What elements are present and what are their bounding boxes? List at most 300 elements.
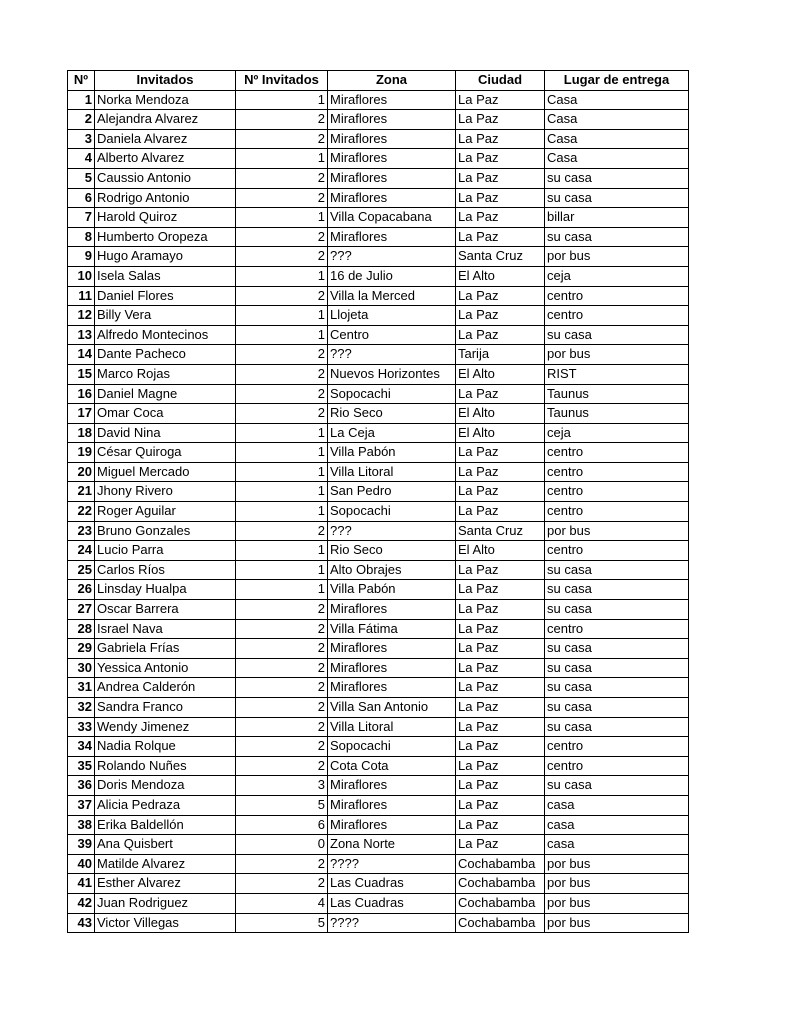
header-delivery-place: Lugar de entrega: [545, 71, 689, 91]
guest-name-cell: Matilde Alvarez: [95, 854, 236, 874]
guest-count-cell: 2: [236, 717, 328, 737]
zone-cell: Rio Seco: [328, 541, 456, 561]
guest-name-cell: Roger Aguilar: [95, 502, 236, 522]
guest-count-cell: 1: [236, 90, 328, 110]
header-guest-count: Nº Invitados: [236, 71, 328, 91]
zone-cell: Miraflores: [328, 149, 456, 169]
city-cell: La Paz: [456, 168, 545, 188]
zone-cell: Villa la Merced: [328, 286, 456, 306]
guest-count-cell: 2: [236, 756, 328, 776]
city-cell: La Paz: [456, 815, 545, 835]
table-row: [68, 913, 689, 933]
guest-name-cell: Sandra Franco: [95, 698, 236, 718]
row-number-cell: 37: [68, 795, 95, 815]
city-cell: La Paz: [456, 717, 545, 737]
guest-count-cell: 2: [236, 286, 328, 306]
zone-cell: 16 de Julio: [328, 266, 456, 286]
guest-count-cell: 2: [236, 345, 328, 365]
city-cell: La Paz: [456, 188, 545, 208]
zone-cell: ???: [328, 247, 456, 267]
row-number-cell: 14: [68, 345, 95, 365]
row-number-cell: 41: [68, 874, 95, 894]
guest-count-cell: 1: [236, 560, 328, 580]
guest-name-cell: César Quiroga: [95, 443, 236, 463]
guest-name-cell: Rodrigo Antonio: [95, 188, 236, 208]
zone-cell: ????: [328, 854, 456, 874]
row-number-cell: 8: [68, 227, 95, 247]
zone-cell: Las Cuadras: [328, 893, 456, 913]
delivery-place-cell: su casa: [545, 227, 689, 247]
guest-name-cell: Dante Pacheco: [95, 345, 236, 365]
city-cell: La Paz: [456, 129, 545, 149]
delivery-place-cell: por bus: [545, 874, 689, 894]
delivery-place-cell: Taunus: [545, 404, 689, 424]
zone-cell: Nuevos Horizontes: [328, 364, 456, 384]
header-city: Ciudad: [456, 71, 545, 91]
city-cell: Cochabamba: [456, 854, 545, 874]
guest-count-cell: 1: [236, 208, 328, 228]
guest-name-cell: Esther Alvarez: [95, 874, 236, 894]
guest-name-cell: Wendy Jimenez: [95, 717, 236, 737]
row-number-cell: 22: [68, 502, 95, 522]
delivery-place-cell: ceja: [545, 423, 689, 443]
table-row: [68, 580, 689, 600]
header-guests: Invitados: [95, 71, 236, 91]
row-number-cell: 25: [68, 560, 95, 580]
row-number-cell: 7: [68, 208, 95, 228]
table-row: [68, 462, 689, 482]
row-number-cell: 35: [68, 756, 95, 776]
table-row: [68, 678, 689, 698]
row-number-cell: 27: [68, 600, 95, 620]
guest-name-cell: Norka Mendoza: [95, 90, 236, 110]
delivery-place-cell: su casa: [545, 560, 689, 580]
delivery-place-cell: Casa: [545, 90, 689, 110]
guest-count-cell: 2: [236, 364, 328, 384]
guest-name-cell: Yessica Antonio: [95, 658, 236, 678]
zone-cell: Villa San Antonio: [328, 698, 456, 718]
guest-count-cell: 1: [236, 423, 328, 443]
guest-count-cell: 4: [236, 893, 328, 913]
row-number-cell: 16: [68, 384, 95, 404]
row-number-cell: 43: [68, 913, 95, 933]
table-row: [68, 168, 689, 188]
row-number-cell: 15: [68, 364, 95, 384]
row-number-cell: 13: [68, 325, 95, 345]
city-cell: La Paz: [456, 208, 545, 228]
city-cell: La Paz: [456, 795, 545, 815]
guest-count-cell: 2: [236, 384, 328, 404]
guest-table: [67, 70, 689, 933]
guest-count-cell: 1: [236, 306, 328, 326]
guest-count-cell: 1: [236, 443, 328, 463]
delivery-place-cell: su casa: [545, 188, 689, 208]
guest-count-cell: 2: [236, 658, 328, 678]
guest-name-cell: Caussio Antonio: [95, 168, 236, 188]
table-row: [68, 286, 689, 306]
delivery-place-cell: su casa: [545, 776, 689, 796]
zone-cell: Sopocachi: [328, 384, 456, 404]
city-cell: La Paz: [456, 149, 545, 169]
header-number: Nº: [68, 71, 95, 91]
guest-count-cell: 1: [236, 580, 328, 600]
guest-name-cell: Juan Rodriguez: [95, 893, 236, 913]
delivery-place-cell: su casa: [545, 580, 689, 600]
delivery-place-cell: centro: [545, 502, 689, 522]
city-cell: El Alto: [456, 423, 545, 443]
row-number-cell: 10: [68, 266, 95, 286]
guest-name-cell: Alicia Pedraza: [95, 795, 236, 815]
delivery-place-cell: su casa: [545, 600, 689, 620]
zone-cell: Villa Litoral: [328, 717, 456, 737]
city-cell: La Paz: [456, 600, 545, 620]
guest-count-cell: 2: [236, 874, 328, 894]
city-cell: La Paz: [456, 306, 545, 326]
guest-count-cell: 2: [236, 188, 328, 208]
guest-name-cell: Daniel Flores: [95, 286, 236, 306]
row-number-cell: 6: [68, 188, 95, 208]
zone-cell: Sopocachi: [328, 502, 456, 522]
city-cell: La Paz: [456, 619, 545, 639]
table-row: [68, 756, 689, 776]
delivery-place-cell: RIST: [545, 364, 689, 384]
delivery-place-cell: por bus: [545, 521, 689, 541]
table-row: [68, 423, 689, 443]
table-row: [68, 854, 689, 874]
guest-count-cell: 2: [236, 129, 328, 149]
table-row: [68, 188, 689, 208]
guest-name-cell: Lucio Parra: [95, 541, 236, 561]
guest-count-cell: 2: [236, 247, 328, 267]
zone-cell: Villa Fátima: [328, 619, 456, 639]
zone-cell: Rio Seco: [328, 404, 456, 424]
delivery-place-cell: por bus: [545, 854, 689, 874]
table-row: [68, 502, 689, 522]
zone-cell: Miraflores: [328, 168, 456, 188]
table-row: [68, 266, 689, 286]
delivery-place-cell: centro: [545, 462, 689, 482]
zone-cell: Zona Norte: [328, 835, 456, 855]
zone-cell: Miraflores: [328, 815, 456, 835]
row-number-cell: 28: [68, 619, 95, 639]
guest-count-cell: 5: [236, 795, 328, 815]
row-number-cell: 17: [68, 404, 95, 424]
table-row: [68, 110, 689, 130]
table-row: [68, 737, 689, 757]
guest-count-cell: 2: [236, 110, 328, 130]
guest-name-cell: Victor Villegas: [95, 913, 236, 933]
zone-cell: Miraflores: [328, 658, 456, 678]
guest-name-cell: Alberto Alvarez: [95, 149, 236, 169]
city-cell: La Paz: [456, 560, 545, 580]
guest-name-cell: Doris Mendoza: [95, 776, 236, 796]
row-number-cell: 29: [68, 639, 95, 659]
city-cell: El Alto: [456, 364, 545, 384]
row-number-cell: 26: [68, 580, 95, 600]
table-row: [68, 600, 689, 620]
header-zone: Zona: [328, 71, 456, 91]
city-cell: El Alto: [456, 404, 545, 424]
zone-cell: Villa Copacabana: [328, 208, 456, 228]
delivery-place-cell: por bus: [545, 913, 689, 933]
delivery-place-cell: centro: [545, 286, 689, 306]
guest-count-cell: 2: [236, 639, 328, 659]
row-number-cell: 31: [68, 678, 95, 698]
guest-count-cell: 1: [236, 325, 328, 345]
table-row: [68, 90, 689, 110]
guest-name-cell: Nadia Rolque: [95, 737, 236, 757]
guest-count-cell: 3: [236, 776, 328, 796]
row-number-cell: 9: [68, 247, 95, 267]
table-row: [68, 247, 689, 267]
zone-cell: Alto Obrajes: [328, 560, 456, 580]
zone-cell: La Ceja: [328, 423, 456, 443]
guest-name-cell: Daniel Magne: [95, 384, 236, 404]
table-row: [68, 521, 689, 541]
header-row: [68, 71, 689, 91]
table-row: [68, 208, 689, 228]
row-number-cell: 24: [68, 541, 95, 561]
delivery-place-cell: Casa: [545, 129, 689, 149]
delivery-place-cell: centro: [545, 541, 689, 561]
guest-count-cell: 1: [236, 541, 328, 561]
row-number-cell: 33: [68, 717, 95, 737]
row-number-cell: 18: [68, 423, 95, 443]
zone-cell: Miraflores: [328, 188, 456, 208]
table-row: [68, 815, 689, 835]
table-row: [68, 619, 689, 639]
guest-count-cell: 2: [236, 854, 328, 874]
guest-count-cell: 5: [236, 913, 328, 933]
guest-name-cell: Billy Vera: [95, 306, 236, 326]
row-number-cell: 38: [68, 815, 95, 835]
city-cell: Cochabamba: [456, 874, 545, 894]
guest-count-cell: 2: [236, 619, 328, 639]
table-row: [68, 364, 689, 384]
guest-count-cell: 1: [236, 266, 328, 286]
guest-count-cell: 1: [236, 462, 328, 482]
guest-count-cell: 2: [236, 600, 328, 620]
guest-name-cell: Jhony Rivero: [95, 482, 236, 502]
delivery-place-cell: Casa: [545, 110, 689, 130]
zone-cell: Miraflores: [328, 227, 456, 247]
zone-cell: Villa Litoral: [328, 462, 456, 482]
guest-name-cell: Harold Quiroz: [95, 208, 236, 228]
city-cell: La Paz: [456, 502, 545, 522]
table-row: [68, 227, 689, 247]
city-cell: Tarija: [456, 345, 545, 365]
table-row: [68, 698, 689, 718]
delivery-place-cell: su casa: [545, 717, 689, 737]
guest-name-cell: Carlos Ríos: [95, 560, 236, 580]
row-number-cell: 30: [68, 658, 95, 678]
delivery-place-cell: centro: [545, 482, 689, 502]
guest-name-cell: Humberto Oropeza: [95, 227, 236, 247]
delivery-place-cell: su casa: [545, 325, 689, 345]
delivery-place-cell: su casa: [545, 658, 689, 678]
table-row: [68, 345, 689, 365]
guest-name-cell: Bruno Gonzales: [95, 521, 236, 541]
delivery-place-cell: Taunus: [545, 384, 689, 404]
table-row: [68, 129, 689, 149]
guest-name-cell: Rolando Nuñes: [95, 756, 236, 776]
city-cell: La Paz: [456, 286, 545, 306]
table-row: [68, 306, 689, 326]
city-cell: Santa Cruz: [456, 521, 545, 541]
delivery-place-cell: por bus: [545, 247, 689, 267]
guest-name-cell: Linsday Hualpa: [95, 580, 236, 600]
table-row: [68, 325, 689, 345]
guest-name-cell: David Nina: [95, 423, 236, 443]
guest-count-cell: 1: [236, 482, 328, 502]
guest-count-cell: 0: [236, 835, 328, 855]
zone-cell: Miraflores: [328, 129, 456, 149]
zone-cell: Miraflores: [328, 110, 456, 130]
guest-name-cell: Alejandra Alvarez: [95, 110, 236, 130]
row-number-cell: 3: [68, 129, 95, 149]
city-cell: El Alto: [456, 541, 545, 561]
row-number-cell: 42: [68, 893, 95, 913]
table-row: [68, 835, 689, 855]
row-number-cell: 19: [68, 443, 95, 463]
city-cell: El Alto: [456, 266, 545, 286]
row-number-cell: 5: [68, 168, 95, 188]
row-number-cell: 2: [68, 110, 95, 130]
delivery-place-cell: casa: [545, 795, 689, 815]
row-number-cell: 36: [68, 776, 95, 796]
table-row: [68, 776, 689, 796]
table-row: [68, 658, 689, 678]
delivery-place-cell: casa: [545, 835, 689, 855]
delivery-place-cell: centro: [545, 737, 689, 757]
zone-cell: Miraflores: [328, 639, 456, 659]
zone-cell: Las Cuadras: [328, 874, 456, 894]
city-cell: La Paz: [456, 737, 545, 757]
guest-count-cell: 2: [236, 678, 328, 698]
zone-cell: San Pedro: [328, 482, 456, 502]
guest-name-cell: Isela Salas: [95, 266, 236, 286]
guest-name-cell: Ana Quisbert: [95, 835, 236, 855]
city-cell: La Paz: [456, 580, 545, 600]
delivery-place-cell: su casa: [545, 639, 689, 659]
table-row: [68, 404, 689, 424]
delivery-place-cell: centro: [545, 306, 689, 326]
city-cell: La Paz: [456, 756, 545, 776]
delivery-place-cell: centro: [545, 443, 689, 463]
row-number-cell: 32: [68, 698, 95, 718]
row-number-cell: 39: [68, 835, 95, 855]
city-cell: La Paz: [456, 110, 545, 130]
delivery-place-cell: ceja: [545, 266, 689, 286]
city-cell: Cochabamba: [456, 893, 545, 913]
table-row: [68, 560, 689, 580]
city-cell: La Paz: [456, 462, 545, 482]
delivery-place-cell: centro: [545, 619, 689, 639]
guest-name-cell: Daniela Alvarez: [95, 129, 236, 149]
zone-cell: Cota Cota: [328, 756, 456, 776]
guest-name-cell: Israel Nava: [95, 619, 236, 639]
zone-cell: ???: [328, 345, 456, 365]
table-row: [68, 482, 689, 502]
delivery-place-cell: su casa: [545, 698, 689, 718]
guest-count-cell: 2: [236, 168, 328, 188]
city-cell: La Paz: [456, 482, 545, 502]
city-cell: La Paz: [456, 776, 545, 796]
row-number-cell: 4: [68, 149, 95, 169]
city-cell: La Paz: [456, 678, 545, 698]
guest-count-cell: 2: [236, 737, 328, 757]
table-row: [68, 384, 689, 404]
guest-name-cell: Oscar Barrera: [95, 600, 236, 620]
delivery-place-cell: centro: [545, 756, 689, 776]
guest-name-cell: Andrea Calderón: [95, 678, 236, 698]
guest-count-cell: 6: [236, 815, 328, 835]
city-cell: La Paz: [456, 698, 545, 718]
table-row: [68, 541, 689, 561]
city-cell: La Paz: [456, 443, 545, 463]
row-number-cell: 34: [68, 737, 95, 757]
zone-cell: Villa Pabón: [328, 580, 456, 600]
row-number-cell: 20: [68, 462, 95, 482]
zone-cell: Sopocachi: [328, 737, 456, 757]
guest-count-cell: 1: [236, 149, 328, 169]
city-cell: La Paz: [456, 90, 545, 110]
zone-cell: Villa Pabón: [328, 443, 456, 463]
guest-name-cell: Omar Coca: [95, 404, 236, 424]
zone-cell: ???: [328, 521, 456, 541]
zone-cell: Centro: [328, 325, 456, 345]
city-cell: Cochabamba: [456, 913, 545, 933]
zone-cell: Llojeta: [328, 306, 456, 326]
city-cell: La Paz: [456, 227, 545, 247]
city-cell: La Paz: [456, 384, 545, 404]
row-number-cell: 11: [68, 286, 95, 306]
zone-cell: Miraflores: [328, 776, 456, 796]
guest-name-cell: Gabriela Frías: [95, 639, 236, 659]
city-cell: La Paz: [456, 658, 545, 678]
delivery-place-cell: billar: [545, 208, 689, 228]
zone-cell: Miraflores: [328, 90, 456, 110]
delivery-place-cell: su casa: [545, 168, 689, 188]
row-number-cell: 23: [68, 521, 95, 541]
guest-name-cell: Miguel Mercado: [95, 462, 236, 482]
city-cell: La Paz: [456, 639, 545, 659]
zone-cell: Miraflores: [328, 795, 456, 815]
guest-count-cell: 2: [236, 227, 328, 247]
city-cell: La Paz: [456, 835, 545, 855]
guest-name-cell: Alfredo Montecinos: [95, 325, 236, 345]
delivery-place-cell: casa: [545, 815, 689, 835]
guest-count-cell: 2: [236, 521, 328, 541]
city-cell: Santa Cruz: [456, 247, 545, 267]
guest-count-cell: 2: [236, 698, 328, 718]
zone-cell: ????: [328, 913, 456, 933]
table-row: [68, 893, 689, 913]
delivery-place-cell: Casa: [545, 149, 689, 169]
table-row: [68, 639, 689, 659]
table-row: [68, 874, 689, 894]
row-number-cell: 21: [68, 482, 95, 502]
delivery-place-cell: por bus: [545, 345, 689, 365]
guest-name-cell: Erika Baldellón: [95, 815, 236, 835]
guest-name-cell: Marco Rojas: [95, 364, 236, 384]
table-row: [68, 795, 689, 815]
row-number-cell: 12: [68, 306, 95, 326]
delivery-place-cell: su casa: [545, 678, 689, 698]
guest-name-cell: Hugo Aramayo: [95, 247, 236, 267]
row-number-cell: 40: [68, 854, 95, 874]
table-row: [68, 149, 689, 169]
